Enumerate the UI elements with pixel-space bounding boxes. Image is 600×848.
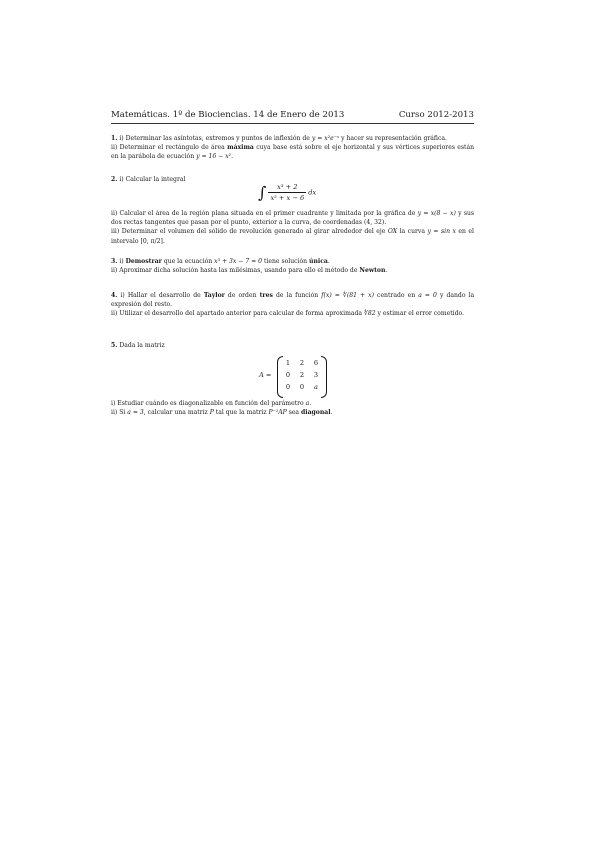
matrix-cell: 0 (299, 383, 305, 391)
problem-text: Determinar el volumen del sólido de revolución generado al girar alrededor del eje (121, 228, 386, 236)
problem-number: 3. (111, 258, 118, 265)
problem-number: 5. (111, 342, 118, 349)
problem-number: 4. (111, 292, 118, 299)
part-label: i) (120, 292, 125, 299)
matrix-cell: 1 (285, 359, 291, 367)
matrix (277, 356, 327, 396)
header-rule (111, 123, 474, 124)
formula: P⁻¹AP (268, 409, 287, 417)
matrix-label: A = (259, 371, 272, 379)
problem-text: sea (288, 409, 300, 417)
matrix-display (259, 356, 329, 396)
problem-text: que la ecuación (163, 258, 213, 265)
part-label: i) (119, 258, 124, 265)
formula: y = x²e⁻ˣ (311, 135, 340, 142)
matrix-cell: 6 (313, 359, 319, 367)
matrix-cell: 2 (299, 371, 305, 379)
problem-5-intro (111, 341, 474, 350)
punctuation: . (330, 409, 333, 417)
problem-text: de orden (227, 292, 257, 299)
matrix-cell: 3 (313, 371, 319, 379)
problem-text: en el intervalo [0, π/2]. (111, 228, 474, 245)
emphasis: tres (259, 292, 273, 299)
punctuation: . (309, 400, 312, 407)
problem-1 (111, 134, 474, 162)
problem-text: Determinar el rectángulo de área (119, 144, 225, 152)
integral-display (258, 183, 316, 202)
matrix-right-bracket (321, 356, 327, 398)
integral-symbol: ∫ (258, 183, 267, 202)
problem-text: Calcular la integral (125, 176, 186, 183)
part-label: ii) (111, 144, 118, 152)
formula: ∜82 (363, 310, 376, 318)
problem-text: y sus dos rectas tangentes que pasan por el punto, exterior a la curva, de coordenadas (4, 32). (111, 210, 475, 227)
part-label: ii) (111, 310, 118, 318)
matrix-cell: 0 (285, 383, 291, 391)
formula: OX (387, 228, 398, 236)
formula: x³ + 3x − 7 = 0 (214, 258, 263, 265)
problem-number: 1. (111, 135, 118, 142)
problem-3 (111, 257, 474, 275)
problem-text: y hacer su representación gráfica. (341, 135, 447, 142)
formula: y = 16 − x² (196, 153, 232, 161)
problem-2-parts (111, 209, 474, 246)
punctuation: . (385, 267, 388, 275)
formula: y = sin x (427, 228, 456, 236)
formula: a = 3 (127, 409, 144, 417)
problem-text: cuya base está sobre el eje horizontal y sus vértices superiores están en la parábola de ecuación (111, 144, 475, 161)
emphasis: Demostrar (125, 258, 162, 265)
part-label: i) (111, 400, 116, 407)
page-header (111, 108, 474, 122)
fraction-denominator: x² + x − 6 (270, 194, 305, 202)
punctuation: . (231, 153, 234, 161)
problem-4 (111, 291, 474, 319)
part-label: ii) (111, 409, 118, 417)
problem-text: Hallar el desarrollo de (127, 292, 201, 299)
part-label: ii) (111, 210, 118, 217)
integrand-fraction (268, 183, 306, 202)
formula: a (305, 400, 310, 407)
formula: a = 0 (418, 292, 437, 299)
emphasis: Taylor (203, 292, 225, 299)
matrix-cell: 0 (285, 371, 291, 379)
problem-text: tiene solución (264, 258, 308, 265)
formula: f(x) = ∜(81 + x) (321, 292, 374, 299)
problem-number: 2. (111, 176, 118, 183)
problem-text: y dando la expresión del resto. (111, 292, 475, 309)
problem-text: y estimar el error cometido. (377, 310, 465, 318)
problem-5-parts (111, 399, 474, 417)
emphasis: Newton (359, 267, 386, 275)
formula: P (209, 409, 214, 417)
header-academic-year: Curso 2012-2013 (398, 110, 474, 120)
fraction-numerator: x³ + 2 (268, 183, 306, 193)
problem-text: Utilizar el desarrollo del apartado anterior para calcular de forma aproximada (119, 310, 363, 318)
problem-text: Dada la matriz (119, 342, 165, 349)
part-label: iii) (111, 228, 120, 236)
part-label: i) (119, 135, 124, 142)
problem-text: Calcular el área de la región plana situada en el primer cuadrante y limitada por la gráfica de (119, 210, 416, 217)
problem-text: , calcular una matriz (143, 409, 208, 417)
differential: dx (308, 188, 317, 197)
emphasis: máxima (227, 144, 254, 152)
problem-text: la curva (399, 228, 425, 236)
header-course-date: Matemáticas. 1º de Biociencias. 14 de Enero de 2013 (111, 110, 345, 120)
emphasis: única (309, 258, 328, 265)
problem-text: Estudiar cuándo es diagonalizable en función del parámetro (117, 400, 304, 407)
problem-text: Si (119, 409, 126, 417)
emphasis: diagonal (301, 409, 331, 417)
matrix-cell: 2 (299, 359, 305, 367)
formula: y = x(8 − x) (417, 210, 456, 217)
problem-text: Determinar las asíntotas, extremos y puntos de inflexión de (125, 135, 310, 142)
part-label: ii) (111, 267, 118, 275)
problem-text: Aproximar dicha solución hasta las milésimas, usando para ello el método de (119, 267, 358, 275)
problem-text: de la función (275, 292, 319, 299)
punctuation: . (327, 258, 330, 265)
problem-text: tal que la matriz (215, 409, 267, 417)
matrix-cell: a (314, 383, 318, 391)
part-label: i) (119, 176, 124, 183)
problem-text: centrado en (377, 292, 416, 299)
